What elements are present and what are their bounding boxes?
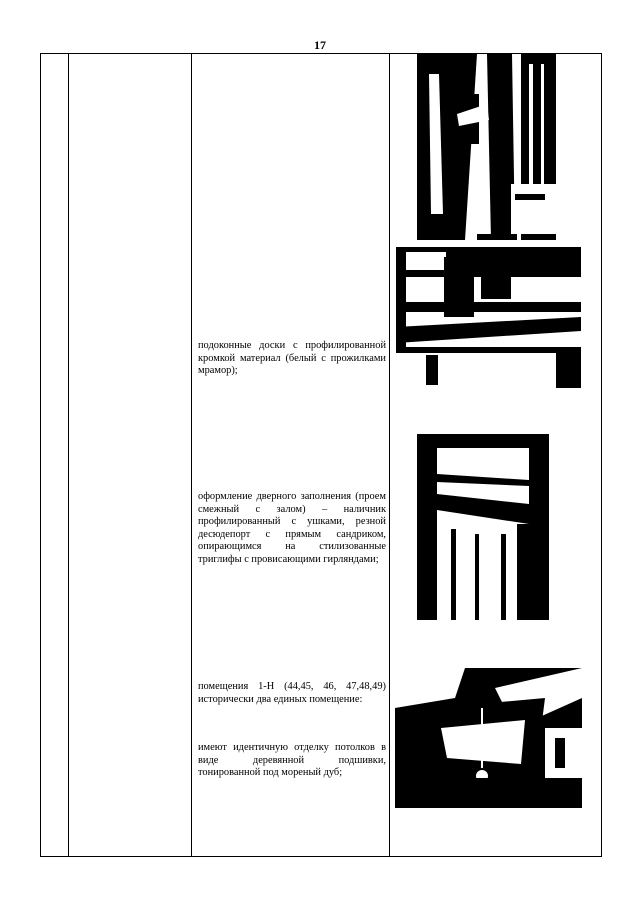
text-door-decoration: оформление дверного заполнения (проем смежный с залом) – наличник профилированный с ушками, резной десюдепорт с прямым сандриком, опирающимся на стилизованные триглифы с провисающими гирляндами; bbox=[198, 491, 386, 565]
column-divider-1 bbox=[68, 54, 69, 856]
column-divider-3 bbox=[389, 54, 390, 856]
column-divider-2 bbox=[191, 54, 192, 856]
photo-window-frame bbox=[417, 54, 556, 240]
photo-windowsill bbox=[396, 247, 581, 388]
page-number: 17 bbox=[314, 38, 326, 52]
text-ceiling: имеют идентичную отделку потолков в виде деревянной подшивки, тонированной под мореный дуб; bbox=[198, 742, 386, 778]
text-premises: помещения 1-Н (44,45, 46, 47,48,49) исторически два единых помещение: bbox=[198, 681, 386, 705]
text-windowsill: подоконные доски с профилированной кромкой материал (белый с прожилками мрамор); bbox=[198, 340, 386, 376]
photo-ceiling bbox=[395, 668, 582, 808]
photo-door-overdoor bbox=[417, 434, 549, 620]
